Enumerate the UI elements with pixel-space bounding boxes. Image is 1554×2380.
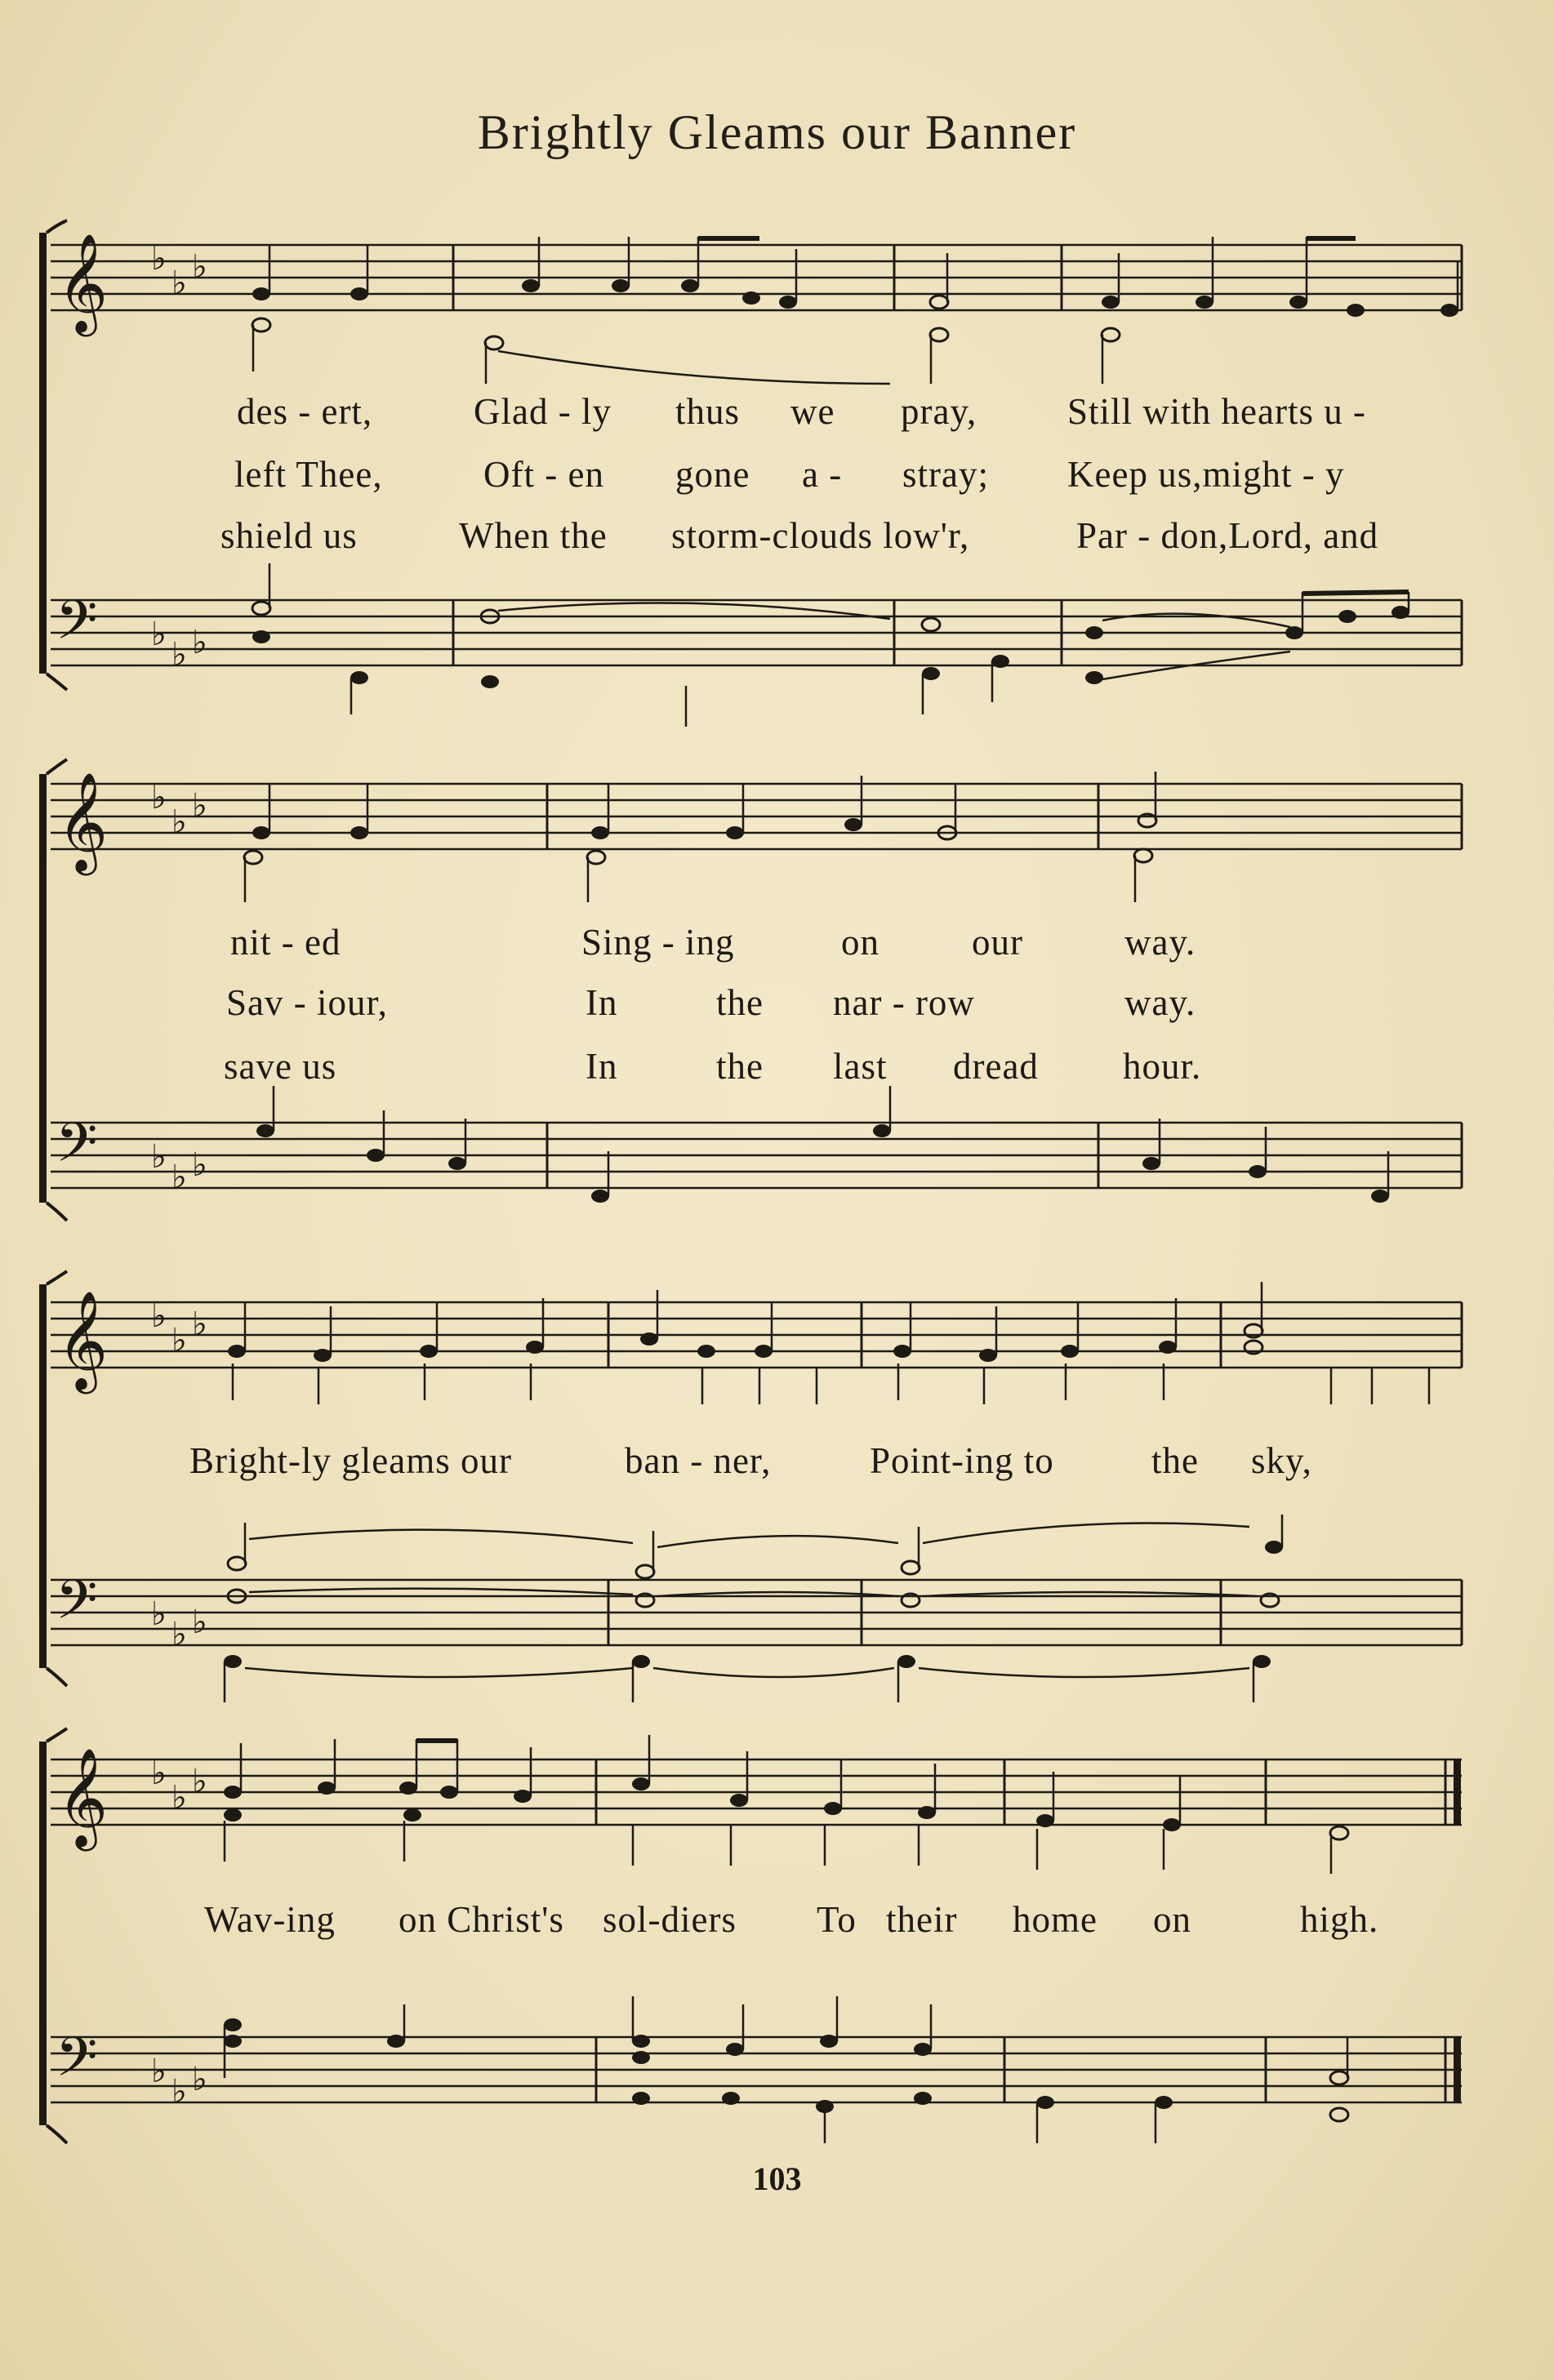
lyric: hour. bbox=[1123, 1046, 1202, 1087]
lyric: dread bbox=[953, 1046, 1039, 1087]
svg-text:𝄞: 𝄞 bbox=[57, 1290, 109, 1390]
svg-text:𝄞: 𝄞 bbox=[57, 1747, 109, 1847]
lyric: a - bbox=[802, 454, 843, 495]
svg-text:𝄞: 𝄞 bbox=[57, 772, 109, 871]
lyric: nit - ed bbox=[230, 922, 341, 963]
lyric: their bbox=[886, 1899, 958, 1940]
svg-text:♭: ♭ bbox=[171, 803, 187, 841]
svg-text:♭: ♭ bbox=[171, 1159, 187, 1196]
lyric: left Thee, bbox=[234, 454, 383, 495]
svg-text:♭: ♭ bbox=[192, 1306, 207, 1343]
svg-text:♭: ♭ bbox=[192, 624, 207, 661]
lyric: the bbox=[716, 982, 764, 1023]
svg-text:𝄢: 𝄢 bbox=[56, 1111, 98, 1187]
lyric: nar - row bbox=[833, 982, 975, 1023]
lyric: home bbox=[1013, 1899, 1098, 1940]
lyric: Wav-ing bbox=[204, 1899, 336, 1940]
svg-text:♭: ♭ bbox=[192, 1763, 207, 1800]
lyric: the bbox=[716, 1046, 764, 1087]
lyric: des - ert, bbox=[237, 391, 373, 432]
svg-text:♭: ♭ bbox=[171, 1616, 187, 1653]
svg-text:♭: ♭ bbox=[192, 1604, 207, 1641]
svg-text:♭: ♭ bbox=[171, 1779, 187, 1817]
svg-text:𝄢: 𝄢 bbox=[56, 589, 98, 665]
lyric: way. bbox=[1124, 982, 1196, 1023]
svg-text:♭: ♭ bbox=[151, 2053, 167, 2090]
lyric: When the bbox=[459, 515, 608, 556]
lyric: sky, bbox=[1251, 1440, 1312, 1481]
lyric: To bbox=[817, 1899, 857, 1940]
svg-text:♭: ♭ bbox=[151, 616, 167, 653]
lyric: storm-clouds low'r, bbox=[671, 515, 970, 556]
lyric: we bbox=[790, 391, 835, 432]
svg-text:𝄢: 𝄢 bbox=[56, 1568, 98, 1644]
svg-text:𝄢: 𝄢 bbox=[56, 2026, 98, 2102]
lyric: shield us bbox=[220, 515, 358, 556]
lyric: save us bbox=[224, 1046, 337, 1087]
lyric: Keep us,might - y bbox=[1067, 454, 1345, 495]
hymn-title: Brightly Gleams our Banner bbox=[477, 105, 1077, 159]
lyric: Sing - ing bbox=[581, 922, 735, 963]
svg-text:♭: ♭ bbox=[151, 240, 167, 278]
lyric: stray; bbox=[902, 454, 989, 495]
lyric: on bbox=[1153, 1899, 1191, 1940]
svg-text:♭: ♭ bbox=[171, 2073, 187, 2111]
lyric: thus bbox=[675, 391, 741, 432]
lyric: Bright-ly gleams our bbox=[189, 1440, 512, 1481]
lyric: the bbox=[1151, 1440, 1199, 1481]
lyric: ban - ner, bbox=[625, 1440, 772, 1481]
svg-text:♭: ♭ bbox=[171, 1322, 187, 1359]
lyric: our bbox=[972, 922, 1023, 963]
svg-text:♭: ♭ bbox=[192, 2061, 207, 2098]
lyric: last bbox=[833, 1046, 888, 1087]
lyric: Sav - iour, bbox=[226, 982, 388, 1023]
svg-text:♭: ♭ bbox=[151, 779, 167, 816]
svg-text:♭: ♭ bbox=[171, 265, 187, 302]
svg-text:𝄞: 𝄞 bbox=[57, 233, 109, 332]
lyric: Par - don,Lord, and bbox=[1076, 515, 1379, 556]
svg-text:♭: ♭ bbox=[192, 248, 207, 286]
lyric: high. bbox=[1300, 1899, 1379, 1940]
lyric: Still with hearts u - bbox=[1067, 391, 1366, 432]
lyric: Glad - ly bbox=[474, 391, 612, 432]
svg-text:♭: ♭ bbox=[151, 1595, 167, 1633]
lyric: In bbox=[586, 1046, 618, 1087]
lyric: on Christ's bbox=[399, 1899, 564, 1940]
lyric: Point-ing to bbox=[870, 1440, 1054, 1481]
svg-text:♭: ♭ bbox=[192, 1146, 207, 1184]
lyric: Oft - en bbox=[483, 454, 604, 495]
music-system-3 bbox=[0, 1278, 1554, 1686]
svg-text:♭: ♭ bbox=[192, 787, 207, 825]
lyric: pray, bbox=[901, 391, 977, 432]
svg-text:♭: ♭ bbox=[151, 1755, 167, 1792]
lyric: gone bbox=[675, 454, 750, 495]
svg-text:♭: ♭ bbox=[151, 1138, 167, 1176]
page-number: 103 bbox=[752, 2160, 802, 2197]
lyric: way. bbox=[1124, 922, 1196, 963]
svg-text:♭: ♭ bbox=[151, 1297, 167, 1335]
lyric: sol-diers bbox=[603, 1899, 737, 1940]
lyric: on bbox=[841, 922, 879, 963]
lyric: In bbox=[586, 982, 618, 1023]
svg-text:♭: ♭ bbox=[171, 636, 187, 674]
